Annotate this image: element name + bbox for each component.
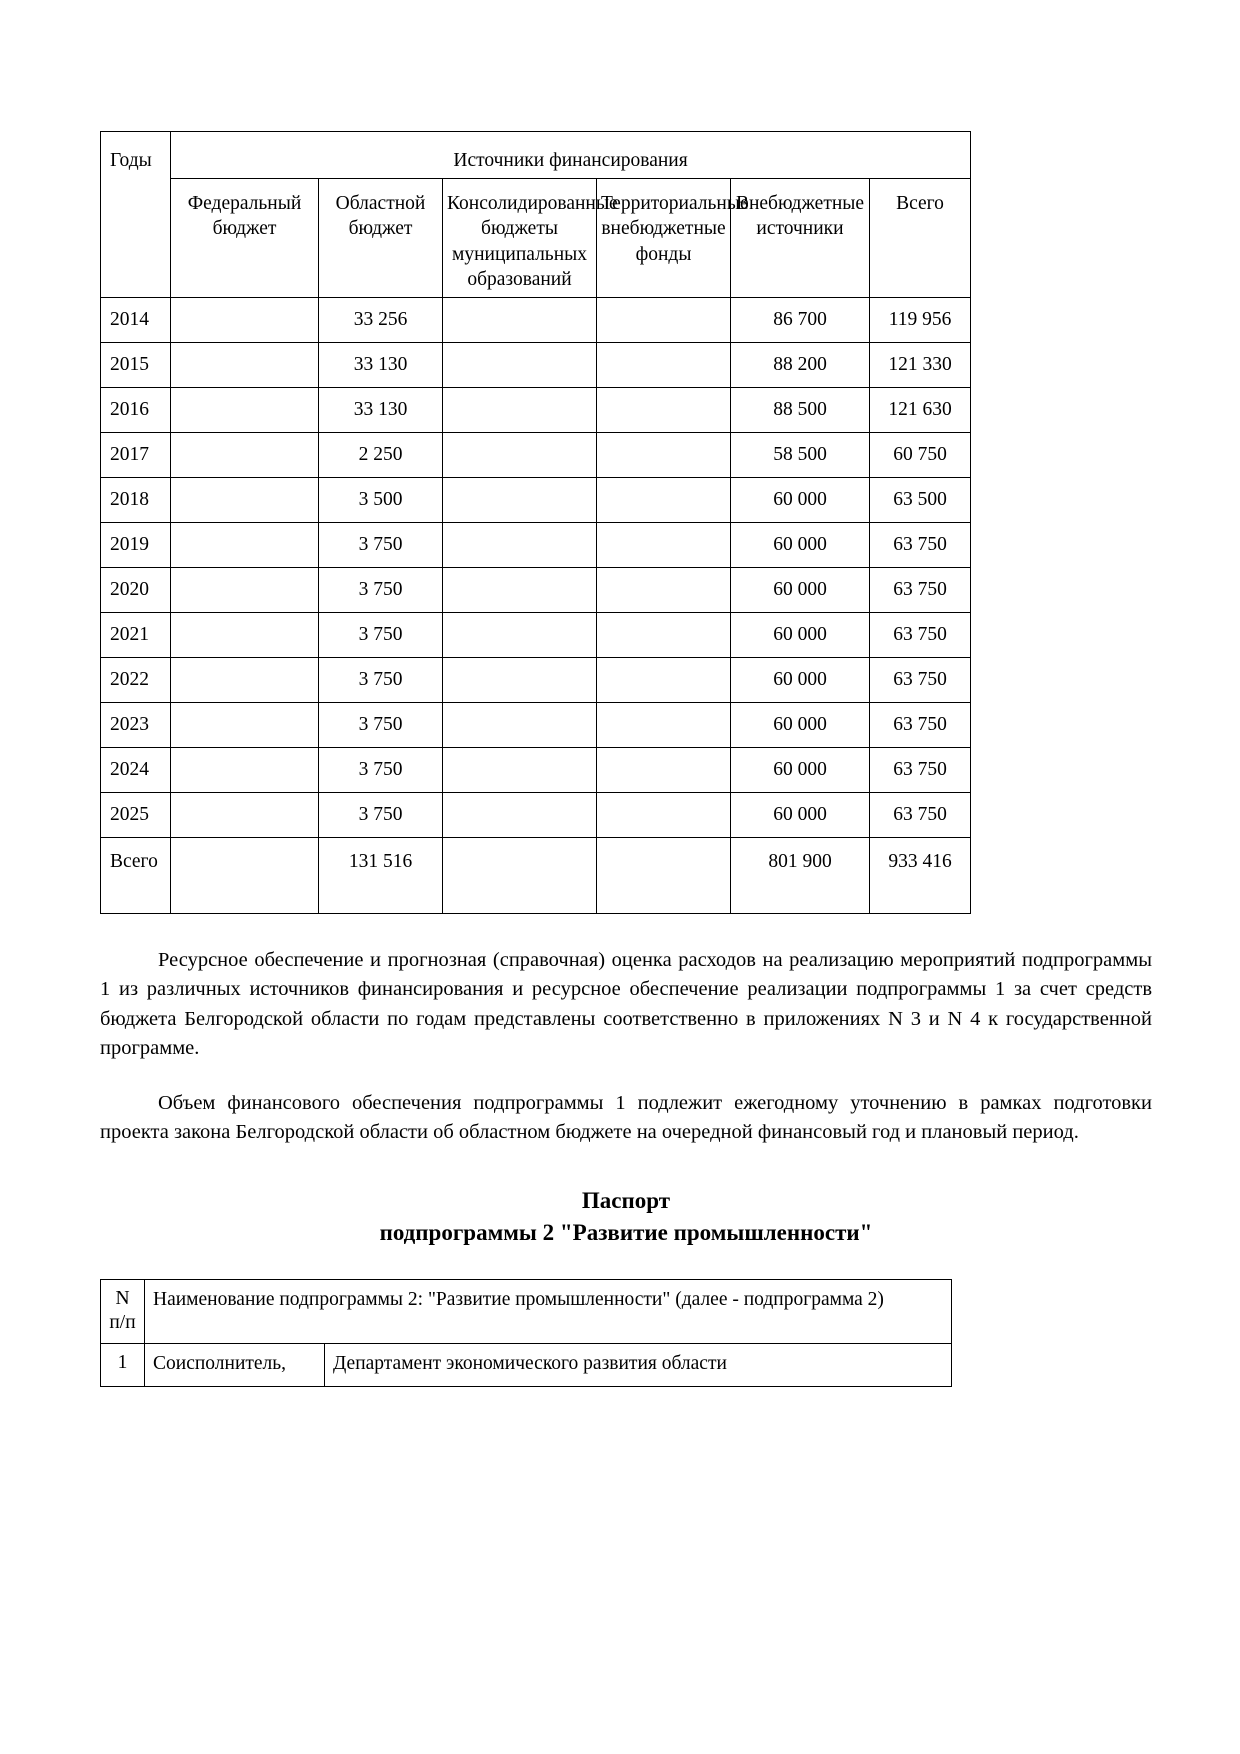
header-col-federal: Федеральный бюджет <box>171 178 319 297</box>
header-sources-group: Источники финансирования <box>171 132 971 179</box>
table-header-columns-row <box>101 178 971 297</box>
cell-territorial <box>597 523 731 568</box>
passport-field-value: Департамент экономического развития области <box>325 1344 952 1387</box>
table-row <box>101 658 971 703</box>
cell-extrabudget: 60 000 <box>731 748 870 793</box>
cell-territorial <box>597 478 731 523</box>
cell-total: 121 630 <box>870 388 971 433</box>
cell-year: 2018 <box>101 478 171 523</box>
table-row <box>101 748 971 793</box>
table-row <box>101 703 971 748</box>
cell-extrabudget: 60 000 <box>731 523 870 568</box>
cell-regional: 3 750 <box>319 523 443 568</box>
cell-year: 2016 <box>101 388 171 433</box>
cell-territorial <box>597 568 731 613</box>
cell-federal <box>171 343 319 388</box>
cell-territorial <box>597 748 731 793</box>
cell-year: 2017 <box>101 433 171 478</box>
cell-municipal <box>443 748 597 793</box>
cell-federal <box>171 388 319 433</box>
cell-total: 63 750 <box>870 748 971 793</box>
cell-territorial <box>597 433 731 478</box>
cell-federal <box>171 568 319 613</box>
cell-totals-federal <box>171 838 319 914</box>
cell-extrabudget: 88 500 <box>731 388 870 433</box>
passport-row-number: 1 <box>101 1344 145 1387</box>
passport-heading <box>100 1185 1152 1249</box>
cell-federal <box>171 703 319 748</box>
cell-regional: 33 130 <box>319 343 443 388</box>
cell-municipal <box>443 523 597 568</box>
passport-field-label: Соисполнитель, <box>145 1344 325 1387</box>
cell-total: 63 750 <box>870 568 971 613</box>
cell-total: 63 750 <box>870 613 971 658</box>
cell-year: 2014 <box>101 298 171 343</box>
spacer-before-heading <box>100 1147 1152 1185</box>
cell-year: 2020 <box>101 568 171 613</box>
cell-municipal <box>443 568 597 613</box>
cell-regional: 33 130 <box>319 388 443 433</box>
cell-municipal <box>443 658 597 703</box>
table-row <box>101 343 971 388</box>
cell-territorial <box>597 388 731 433</box>
cell-total: 60 750 <box>870 433 971 478</box>
cell-extrabudget: 60 000 <box>731 478 870 523</box>
cell-extrabudget: 60 000 <box>731 703 870 748</box>
cell-regional: 3 750 <box>319 613 443 658</box>
cell-regional: 2 250 <box>319 433 443 478</box>
cell-totals-municipal <box>443 838 597 914</box>
cell-extrabudget: 60 000 <box>731 793 870 838</box>
cell-regional: 3 750 <box>319 748 443 793</box>
cell-totals-label: Всего <box>101 838 171 914</box>
header-col-total: Всего <box>870 178 971 297</box>
passport-table <box>100 1279 952 1387</box>
cell-federal <box>171 658 319 703</box>
cell-year: 2019 <box>101 523 171 568</box>
passport-subprogram-name: Наименование подпрограммы 2: "Развитие промышленности" (далее - подпрограмма 2) <box>145 1280 952 1344</box>
spacer-between-paragraphs <box>100 1063 1152 1089</box>
paragraph-resource-provision: Ресурсное обеспечение и прогнозная (справочная) оценка расходов на реализацию мероприятий подпрограммы 1 из различных источников финансирования и ресурсное обеспечение реализации подпрограммы 1 за счет средств бюджета Белгородской области по годам представлены соответственно в приложениях N 3 и N 4 к государственной программе. <box>100 949 1152 1059</box>
header-col-territorial: Территориальные внебюджетные фонды <box>597 178 731 297</box>
table-totals-row <box>101 838 971 914</box>
cell-extrabudget: 88 200 <box>731 343 870 388</box>
cell-municipal <box>443 703 597 748</box>
header-col-extrabudget: Внебюджетные источники <box>731 178 870 297</box>
cell-regional: 3 750 <box>319 658 443 703</box>
page-content <box>100 131 1152 1387</box>
passport-table-body <box>101 1280 952 1387</box>
cell-total: 63 750 <box>870 658 971 703</box>
financing-table-body <box>101 298 971 914</box>
cell-federal <box>171 478 319 523</box>
cell-totals-regional: 131 516 <box>319 838 443 914</box>
table-row <box>101 523 971 568</box>
table-header-group-row <box>101 132 971 179</box>
passport-row <box>101 1344 952 1387</box>
cell-total: 63 750 <box>870 703 971 748</box>
cell-federal <box>171 523 319 568</box>
cell-territorial <box>597 703 731 748</box>
cell-total: 63 500 <box>870 478 971 523</box>
table-row <box>101 433 971 478</box>
table-row <box>101 568 971 613</box>
cell-federal <box>171 793 319 838</box>
cell-year: 2021 <box>101 613 171 658</box>
cell-regional: 33 256 <box>319 298 443 343</box>
cell-extrabudget: 86 700 <box>731 298 870 343</box>
table-row <box>101 298 971 343</box>
cell-year: 2022 <box>101 658 171 703</box>
cell-year: 2015 <box>101 343 171 388</box>
cell-year: 2023 <box>101 703 171 748</box>
cell-territorial <box>597 343 731 388</box>
cell-year: 2024 <box>101 748 171 793</box>
passport-row <box>101 1280 952 1344</box>
cell-territorial <box>597 613 731 658</box>
cell-total: 63 750 <box>870 793 971 838</box>
spacer-after-table <box>100 914 1152 946</box>
cell-year: 2025 <box>101 793 171 838</box>
cell-municipal <box>443 298 597 343</box>
cell-totals-total: 933 416 <box>870 838 971 914</box>
spacer-before-passport-table <box>100 1249 1152 1279</box>
financing-table <box>100 131 971 914</box>
cell-regional: 3 500 <box>319 478 443 523</box>
heading-line-2: подпрограммы 2 "Развитие промышленности" <box>379 1220 873 1246</box>
cell-regional: 3 750 <box>319 703 443 748</box>
cell-regional: 3 750 <box>319 793 443 838</box>
cell-extrabudget: 60 000 <box>731 613 870 658</box>
header-years: Годы <box>101 132 171 298</box>
paragraph-funding-volume: Объем финансового обеспечения подпрограммы 1 подлежит ежегодному уточнению в рамках подготовки проекта закона Белгородской области об областном бюджете на очередной финансовый год и плановый период. <box>100 1091 1152 1143</box>
cell-federal <box>171 298 319 343</box>
cell-federal <box>171 748 319 793</box>
cell-extrabudget: 58 500 <box>731 433 870 478</box>
passport-row-number <box>101 1280 145 1344</box>
cell-municipal <box>443 613 597 658</box>
cell-federal <box>171 433 319 478</box>
table-row <box>101 478 971 523</box>
cell-extrabudget: 60 000 <box>731 568 870 613</box>
cell-municipal <box>443 478 597 523</box>
cell-territorial <box>597 793 731 838</box>
cell-totals-extrabudget: 801 900 <box>731 838 870 914</box>
cell-extrabudget: 60 000 <box>731 658 870 703</box>
cell-total: 119 956 <box>870 298 971 343</box>
cell-federal <box>171 613 319 658</box>
passport-number-line1: N <box>115 1288 130 1310</box>
cell-municipal <box>443 793 597 838</box>
heading-line-1: Паспорт <box>581 1188 671 1214</box>
header-col-municipal: Консолидированные бюджеты муниципальных образований <box>443 178 597 297</box>
cell-territorial <box>597 298 731 343</box>
table-row <box>101 388 971 433</box>
cell-regional: 3 750 <box>319 568 443 613</box>
cell-totals-territorial <box>597 838 731 914</box>
table-row <box>101 613 971 658</box>
cell-municipal <box>443 388 597 433</box>
cell-total: 63 750 <box>870 523 971 568</box>
cell-territorial <box>597 658 731 703</box>
table-row <box>101 793 971 838</box>
header-col-regional: Областной бюджет <box>319 178 443 297</box>
cell-municipal <box>443 343 597 388</box>
cell-municipal <box>443 433 597 478</box>
cell-total: 121 330 <box>870 343 971 388</box>
passport-number-line2: п/п <box>109 1311 136 1333</box>
